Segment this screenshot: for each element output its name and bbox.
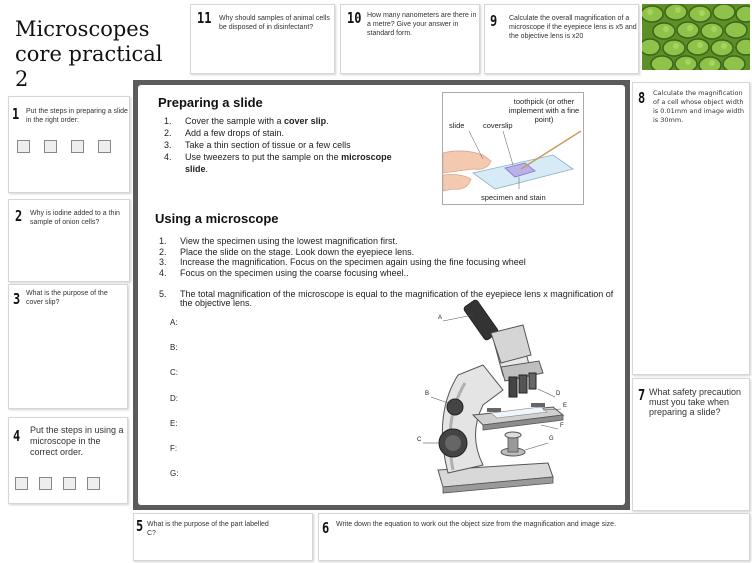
question-10-box[interactable] — [340, 4, 480, 74]
answer-box[interactable] — [39, 477, 52, 490]
question-text: What safety precaution must you take when preparing a slide? — [649, 387, 742, 417]
list-item: 2. Add a few drops of stain. — [164, 128, 285, 138]
question-text: How many nanometers are there in a metre? Give your answer in standard form. — [367, 12, 477, 37]
question-text: Why is iodine added to a thin sample of onion cells? — [30, 210, 120, 226]
question-number: 4 — [13, 427, 21, 445]
info-panel — [133, 80, 630, 510]
answer-box[interactable] — [87, 477, 100, 490]
label-f: F: — [170, 444, 178, 453]
question-number: 8 — [638, 89, 646, 107]
label-g: G: — [170, 469, 179, 478]
label-d: D: — [170, 394, 178, 403]
list-item: 5. The total magnification of the microscope is equal to the magnification of the eyepiece lens x magnification of the objective lens. — [159, 289, 614, 308]
list-item: 3. Increase the magnification. Focus on the specimen again using the fine focusing wheel — [159, 257, 526, 267]
diagram-letter-c: C — [417, 437, 422, 443]
diagram-letter-b: B — [425, 391, 430, 397]
question-text: Why should samples of animal cells be disposed of in disinfectant? — [219, 15, 330, 31]
info-panel-inner — [138, 85, 625, 505]
label-e: E: — [170, 419, 178, 428]
answer-box[interactable] — [63, 477, 76, 490]
question-text: Put the steps in using a microscope in the correct order. — [30, 425, 124, 457]
question-number: 11 — [197, 9, 212, 27]
answer-box[interactable] — [15, 477, 28, 490]
slide-diagram — [442, 92, 584, 205]
question-2-box[interactable] — [8, 199, 130, 282]
specimen-label: specimen and stain — [481, 193, 546, 202]
question-4-box[interactable] — [8, 417, 128, 504]
question-number: 2 — [15, 207, 23, 225]
label-b: B: — [170, 343, 178, 352]
question-text: What is the purpose of the part labelled C? — [147, 521, 269, 537]
question-8-box[interactable] — [632, 82, 750, 375]
question-number: 1 — [12, 105, 20, 123]
answer-box[interactable] — [98, 140, 111, 153]
list-item: 4. Focus on the specimen using the coarse focusing wheel.. — [159, 267, 409, 278]
label-a: A: — [170, 318, 178, 327]
page-title: Microscopes core practical 2 — [15, 17, 163, 91]
question-7-box[interactable] — [632, 378, 750, 511]
question-number: 5 — [136, 517, 144, 535]
using-steps — [159, 236, 619, 278]
diagram-letter-g: G — [549, 436, 554, 442]
toothpick-label: toothpick (or other implement with a fine point) — [508, 97, 580, 124]
question-3-box[interactable] — [8, 284, 128, 409]
question-11-box[interactable] — [190, 4, 335, 74]
question-text: Write down the equation to work out the object size from the magnification and image size. — [336, 521, 617, 528]
question-text: Calculate the overall magnification of a microscope if the eyepiece lens is x5 and the objective lens is x20 — [509, 15, 637, 40]
using-heading: Using a microscope — [155, 211, 279, 226]
answer-box[interactable] — [44, 140, 57, 153]
question-5-box[interactable] — [133, 513, 313, 561]
list-item: 3. Take a thin section of tissue or a few cells — [164, 140, 351, 150]
question-6-box[interactable] — [318, 513, 750, 561]
label-c: C: — [170, 368, 178, 377]
answer-box[interactable] — [71, 140, 84, 153]
question-number: 10 — [347, 9, 362, 27]
slide-label: slide — [449, 121, 465, 130]
question-number: 6 — [322, 519, 330, 537]
list-item: 1. Cover the sample with a cover slip. — [164, 116, 329, 126]
answer-box[interactable] — [17, 140, 30, 153]
preparing-heading: Preparing a slide — [158, 95, 263, 110]
list-item: 4. Use tweezers to put the sample on the microscope slide. — [164, 152, 392, 174]
diagram-letter-d: D — [556, 391, 561, 397]
microscope-diagram — [413, 295, 583, 500]
question-text: Put the steps in preparing a slide in the right order: — [26, 108, 128, 124]
diagram-letter-a: A — [438, 315, 443, 321]
question-text: What is the purpose of the cover slip? — [26, 290, 108, 306]
preparing-steps — [164, 115, 394, 175]
question-number: 9 — [490, 12, 498, 30]
question-number: 7 — [638, 386, 646, 404]
question-number: 3 — [13, 290, 21, 308]
plant-cells-image — [642, 4, 750, 70]
list-item: 2. Place the slide on the stage. Look down the eyepiece lens. — [159, 246, 415, 257]
question-text: Calculate the magnification of a cell whose object width is 0.01mm and image width is 30mm. — [653, 89, 744, 124]
question-1-box[interactable] — [8, 96, 130, 193]
question-9-box[interactable] — [484, 4, 639, 74]
diagram-letter-f: F — [560, 423, 564, 429]
diagram-letter-e: E — [563, 403, 568, 409]
coverslip-label: coverslip — [483, 121, 513, 130]
list-item: 1. View the specimen using the lowest magnification first. — [159, 236, 398, 246]
